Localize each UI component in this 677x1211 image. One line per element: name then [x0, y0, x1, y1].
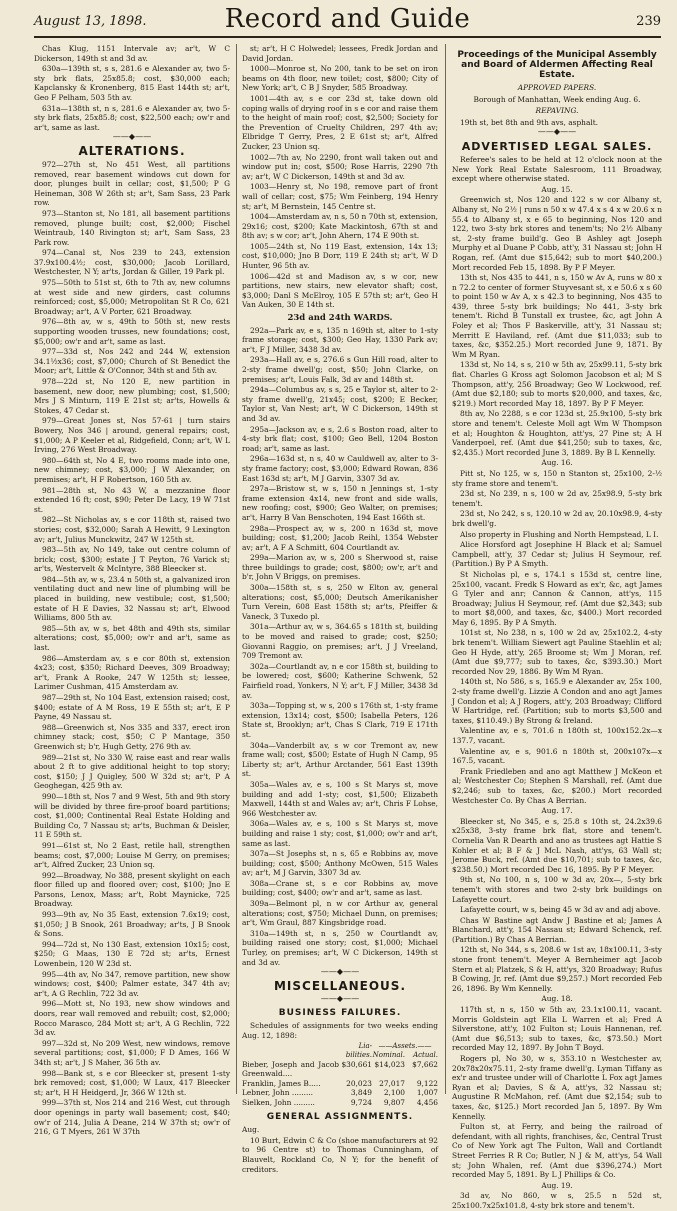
- ward-entry: 307a—St Josephs st, n s, 65 e Robbins av, move building; cost, $500; Anthony McOwen, 515 Wales av; ar't, M J Garvin, 3307 3d av.: [242, 849, 438, 878]
- header-rule: [34, 36, 661, 38]
- failure-name: Sielken, John .........: [242, 1097, 315, 1107]
- legal-sale-entry: 117th st, n s, 150 w 5th av, 23.1x100.11, vacant. Morris Goldstein agt Ella L Warren et al; Fred A Silverstone, att'y, 102 Fulton st; Louis Hannenan, ref. (Amt due $6,513; sub to taxes, &c, $73.50.) Mort recorded May 12, 1897. By John T Boyd.: [452, 1005, 662, 1053]
- failure-amount: 9,724: [350, 1097, 372, 1107]
- alteration-entry: 976—8th av, w s, 49th to 50th st, new rests supporting wooden trusses, new foundations; cost, $5,000; ow'r and ar't, same as last.: [34, 317, 230, 346]
- alteration-entry: 1004—Amsterdam av, n s, 50 n 70th st, extension, 29x16; cost, $200; Kate Mackintosh, 67th st and 8th av; s w cor; ar't, John Ahern, 174 E 90th st.: [242, 212, 438, 241]
- alteration-entry: 992—Broadway, No 388, present skylight on each floor filled up and floored over; cost, $100; Jno E Parsons, Lenox, Mass; ar't, Robt Maynicke, 725 Broadway.: [34, 870, 230, 909]
- alteration-entry: 977—33d st, Nos 242 and 244 W, extension 34.1½x36; cost, $7,000; Church of St Benedict the Moor; ar't, Little & O'Connor, 34th st and 5th av.: [34, 347, 230, 376]
- ward-entry: 305a—Wales av, e s, 100 s St Marys st, move building and add 1-sty; cost, $1,500; Elizabeth Maxwell, 144th st and Wales av; ar't, Chris F Lohse, 966 Westchester av.: [242, 779, 438, 818]
- assignments-date: Aug.: [242, 1125, 260, 1135]
- failure-amount: 20,023: [346, 1078, 372, 1088]
- section-divider: ——◆——: [112, 132, 152, 142]
- alteration-entry: 978—22d st, No 120 E, new partition in basement, new door, new plumbing; cost, $1,500; Mrs J S Minturn, 119 E 21st st; ar'ts, Howells & Stokes, 47 Cedar st.: [34, 377, 230, 415]
- legal-sale-entry: 8th av, No 2288, s e cor 123d st, 25.9x100, 5-sty brk store and tenem't. Celeste Moll agt Wm W Thompson et al; Houghton & Houghton, att'ys, 27 Pine st; A H Vanderpoel, ref. (Amt due $41,250; sub to taxes, &c, $2,435.) Mort recorded June 3, 1889. By B L Kennelly.: [452, 409, 662, 457]
- column-2: [242, 44, 438, 1174]
- alteration-entry: 988—Greenwich st, Nos 335 and 337, erect iron chimney stack; cost, $50; C P Mantage, 350 Greenwich st; b'r, Hugh Getty, 276 9th av.: [34, 722, 230, 751]
- alteration-entry: 993—9th av, No 35 East, extension 7.6x19; cost, $1,050; J B Snook, 261 Broadway; ar'ts, J B Snook & Sons.: [34, 910, 230, 939]
- intro-paragraphs: [34, 44, 230, 132]
- repaving-text: 19th st, bet 8th and 9th avs, asphalt.: [460, 117, 599, 127]
- ward-entry: 297a—Bristow st, w s, 150 n Jennings st, 1-sty frame extension 4x14, new front and side walls, new roofing; cost, $900; Geo Walter, on premises; ar't, Harry B Van Benschoten, 194 East 166th st.: [242, 484, 438, 522]
- failure-amount: $30,661: [341, 1059, 372, 1069]
- alteration-entry: 997—32d st, No 209 West, new windows, remove several partitions; cost, $1,000; F D Ames, 166 W 34th st; ar't, J S Maher, 36 5th av.: [34, 1038, 230, 1067]
- building-entry: Chas Klug, 1151 Intervale av; ar't, W C Dickerson, 149th st and 3d av.: [34, 44, 230, 63]
- alteration-entry: 990—18th st, Nos 7 and 9 West, 5th and 9th story will be divided by three fire-proof board partitions; cost, $1,000; Continental Real Estate Holding and Building Co, 7 Nassau st; ar'ts, Buchman & Deisler, 11 E 59th st.: [34, 791, 230, 840]
- business-failures-intro: Schedules of assignments for two weeks ending Aug. 12, 1898:: [242, 1021, 438, 1040]
- failures-header: Lia- ——Assets.——: [358, 1041, 432, 1050]
- ward-entry: 292a—Park av, e s, 135 n 169th st, alter to 1-sty frame storage; cost, $300; Geo Hay, 1330 Park av; ar't, F J Miller, 3438 3d av.: [242, 325, 438, 354]
- alteration-entry: 980—64th st, No 4 E, two rooms made into one, new chimney; cost, $3,000; J W Alexander, on premises; ar't, H F Robertson, 160 5th av.: [34, 455, 230, 484]
- column-divider: [445, 44, 446, 1094]
- failure-row: [242, 1079, 438, 1089]
- ward-entry: 304a—Vanderbilt av, s w cor Tremont av, new frame wall; cost, $500; Estate of Hugh N Camp, 95 Liberty st; ar't, Arthur Arctander, 561 East 139th st.: [242, 740, 438, 779]
- legal-sale-entry: Valentine av, e s, 901.6 n 180th st, 200x107x—x 167.5, vacant.: [452, 746, 662, 766]
- legal-sale-entry: Pitt st, No 125, w s, 150 n Stanton st, 25x100, 2-½ sty frame store and tenem't.: [452, 468, 662, 488]
- header-date: August 13, 1898.: [34, 14, 147, 29]
- date-heading: Aug. 17.: [541, 806, 573, 816]
- ward-entry: 296a—163d st, n s, 40 w Cauldwell av, alter to 3-sty frame factory; cost, $3,000; Edward Rowan, 836 East 163d st; ar't, M J Garvin, 3307 3d av.: [242, 454, 438, 483]
- legal-sale-entry: 13th st, Nos 435 to 441, n s, 150 w Av A, runs w 80 x n 72.2 to center of former Stuyvesant st, x e 50.6 x s 60 to point 150 w Av A, x s 42.3 to beginning, Nos 435 to 439, three 5-sty brk buildings; No 441, 3-sty brk tenem't. Richd B Tunstall ex trustee, &c, agt John A Foley et al; Thos F Baskerville, att'y, 31 Nassau st; Merritt E Haviland, ref. (Amt due $11,033; sub to taxes, &c, $352.25.) Mort recorded June 9, 1871. By Wm M Ryan.: [452, 273, 662, 359]
- alteration-entry: 982—St Nicholas av, s e cor 118th st, raised two stories; cost, $32,000; Sarah A Hewitt, 9 Lexington av; ar't, Julius Munckwitz, 247 W 125th st.: [34, 515, 230, 544]
- failure-row: [242, 1098, 438, 1108]
- business-failures-heading: BUSINESS FAILURES.: [278, 1007, 402, 1018]
- failure-name: Lebner, John .........: [242, 1088, 313, 1098]
- alteration-entry: 972—27th st, No 451 West, all partitions removed, rear basement windows cut down for door, plunges built in cellar; cost, $1,500; P G Heineman, 308 W 26th st; ar't, Sam Sass, 23 Park row.: [34, 159, 230, 208]
- legal-sale-entry: Chas W Bastine agt Andw J Bastine et al; James A Blanchard, att'y, 154 Nassau st; Edward Schenck, ref. (Partition.) By Chas A Berrian.: [452, 915, 662, 944]
- alteration-entry: 984—5th av, w s, 23.4 n 50th st, a galvanized iron ventilating duct and new line of plumbing will be placed in building, new vestibule; cost, $1,500; estate of H E Davies, 32 Nassau st; ar't, Elwood Williams, 800 5th av.: [34, 574, 230, 623]
- legal-sale-entry: Also property in Flushing and North Hempstead, L I.: [460, 529, 659, 539]
- ward-entry: 309a—Belmont pl, n w cor Arthur av, general alterations; cost, $750; Michael Dunn, on premises; ar't, Wm Graul, 887 Kingsbridge road.: [242, 899, 438, 928]
- date-heading: Aug. 15.: [541, 184, 573, 194]
- wards-heading: 23d and 24th WARDS.: [287, 313, 393, 324]
- failure-name: Franklin, James B.....: [242, 1078, 321, 1088]
- alteration-entry: 986—Amsterdam av, s e cor 80th st, extension 4x23; cost, $350; Richard Deeves, 309 Broadway; ar't, Frank A Rooke, 247 W 125th st; lessee, Larimer Cushman, 415 Amsterdam av.: [34, 653, 230, 692]
- failure-amount: 1,007: [416, 1088, 438, 1098]
- page-number: 239: [636, 14, 661, 29]
- legal-sales-heading: ADVERTISED LEGAL SALES.: [461, 140, 653, 154]
- section-divider: ——◆——: [320, 993, 360, 1003]
- alteration-entry: 991—61st st, No 2 East, retile hall, strengthen beams; cost, $7,000; Louise M Gerry, on premises; ar't, Alfred Zucker, 23 Union sq.: [34, 840, 230, 870]
- date-heading: Aug. 18.: [541, 994, 573, 1004]
- alteration-entry: 974—Canal st, Nos 239 to 243, extension 37.9x100.4½; cost, $30,000; Jacob Lorillard, Westchester, N Y; ar'ts, Jordan & Giller, 19 Park pl.: [34, 248, 230, 277]
- general-assignments-heading: GENERAL ASSIGNMENTS.: [266, 1111, 414, 1122]
- legal-sale-entry: Bleecker st, No 345, e s, 25.8 s 10th st, 24.2x39.6 x25x38, 3-sty frame brk flat, store and tenem't. Cornelia Van R Dearth and ano as trustees agt Hattie S Kohler et al; B F & J McL Nash, att'ys, 63 Wall st; Jerome Buck, ref. (Amt due $10,701; sub to taxes, &c, $238.50.) Mort recorded Dec 16, 1895. By P F Meyer.: [452, 816, 662, 874]
- date-heading: Aug. 16.: [541, 458, 573, 468]
- legal-sale-entry: 140th st, No 586, s s, 165.9 e Alexander av, 25x 100, 2-sty frame dwell'g. Lizzie A Condon and ano agt James J Condon et al; A J Rogers, att'y, 203 Broadway; Clifford W Hartridge, ref. (Partition; sub to morts $3,500 and taxes, $110.49.) By Strong & Ireland.: [452, 677, 662, 725]
- alterations-continued: [242, 44, 438, 310]
- legal-sale-entry: Greenwich st, Nos 120 and 122 s w cor Albany st, Albany st, No 2½ | runs n 50 x w 47.4 x s 4 x w 20.6 x n 55.4 to Albany st, x e 65 to beginning, Nos 120 and 122, two 3-sty brk stores and tenem'ts; No 2½ Albany st, 2-sty frame build'g. Geo B Ashley agt Joseph Murphy et al Duane P Cobb, att'y, 31 Nassau st; John H Rogan, ref. (Amt due $15,642; sub to mort $40,200.) Mort recorded Feb 15, 1898. By P F Meyer.: [452, 195, 662, 272]
- column-3: [452, 44, 662, 1210]
- date-heading: Aug. 19.: [541, 1180, 573, 1190]
- alteration-entry: 1005—24th st, No 119 East, extension, 14x 13; cost, $10,000; Jno B Dorr, 119 E 24th st; ar't, W D Hunter, 96 5th av.: [242, 241, 438, 271]
- alteration-entry: 994—72d st, No 130 East, extension 10x15; cost, $250; G Maas, 130 E 72d st; ar'ts, Ernest Lowenbein, 120 W 23d st.: [34, 939, 230, 969]
- legal-sale-entry: 23d st, No 242, s s, 120.10 w 2d av, 20.10x98.9, 4-sty brk dwell'g.: [452, 509, 662, 528]
- section-divider: ——◆——: [537, 127, 577, 137]
- alteration-entry: st; ar't, H C Holwedel; lessees, Fredk Jordan and David Jordan.: [242, 44, 438, 63]
- sales-aug-17: [452, 817, 662, 994]
- failures-subheader: bilities. Nominal. Actual.: [345, 1050, 438, 1059]
- alteration-entry: 985—5th av, w s, bet 48th and 49th sts, similar alterations; cost, $5,000; ow'r and ar't, same as last.: [34, 623, 230, 653]
- failure-name: Bieber, Joseph and Jacob Greenwald....: [242, 1059, 339, 1079]
- alteration-entry: 1000—Monroe st, No 200, tank to be set on iron beams on 4th floor, new toilet; cost, $800; City of New York; ar't, C B J Snyder, 585 Broadway.: [242, 64, 438, 93]
- alteration-entry: 999—37th st, Nos 214 and 216 West, cut through door openings in party wall basement; cost, $40; ow'r of 214, Julia A Deane, 214 W 37th st; ow'r of 216, G T Myers, 261 W 37th: [34, 1098, 230, 1137]
- ward-entry: 295a—Jackson av, e s, 2.6 s Boston road, alter to 4-sty brk flat; cost, $100; Geo Bell, 1204 Boston road; ar't, same as last.: [242, 424, 438, 453]
- legal-sale-entry: St Nicholas pl, e s, 174.1 s 153d st, centre line, 25x100, vacant. Fredk S Howard as ex'r, &c, agt James G Tyler and anr; Cannon & Cannon, att'ys, 115 Broadway; Julius H Seymour, ref. (Amt due $2,343; sub to mort $8,000, and taxes, &c, $400.) Mort recorded May 6, 1895. By P A Smyth.: [452, 569, 662, 627]
- legal-sale-entry: Rogers pl, No 30, w s, 353.10 n Westchester av, 20x78x20x75.11, 2-sty frame dwell'g. Lyman Tiffany as ex'r and trustee under will of Charlotte L Fox agt James Ryan et al; Davies, S & A, att'ys, 32 Nassau st; Augustine R McMahon, ref. (Amt due $2,154; sub to taxes, &c, $125.) Mort recorded Jan 5, 1897. By Wm Kennelly.: [452, 1054, 662, 1121]
- alteration-entry: 1003—Henry st, No 198, remove part of front wall of cellar; cost, $75; Wm Feinberg, 194 Henry st; ar't, M Bernstein, 145 Centre st.: [242, 182, 438, 211]
- approved-papers-label: APPROVED PAPERS.: [517, 83, 597, 92]
- failure-amount: 2,100: [383, 1088, 405, 1098]
- legal-sale-entry: 12th st, No 344, s s, 208.6 w 1st av, 18x100.11, 3-sty stone front tenem't. Meyer A Bernheimer agt Jacob Stern et al; Platzek, S & H, att'ys, 320 Broadway; Rufus B Cowing, Jr, ref. (Amt due $9,257.) Mort recorded Feb 26, 1896. By Wm Kennelly.: [452, 945, 662, 993]
- column-divider: [236, 44, 237, 1094]
- legal-sale-entry: 9th st, No 100, n s, 100 w 3d av, 20x—, 5-sty brk tenem't with stores and two 2-sty brk buildings on Lafayette court.: [452, 875, 662, 904]
- failure-amount: 27,017: [379, 1078, 405, 1088]
- alteration-entry: 979—Great Jones st, Nos 57-61 | turn stairs Bowery, Nos 346 | around, general repairs; cost, $1,000; A P Keeler et al, Ridgefield, Conn; ar't, W L Irving, 276 West Broadway.: [34, 416, 230, 455]
- miscellaneous-heading: MISCELLANEOUS.: [273, 979, 407, 994]
- alteration-entry: 973—Stanton st, No 181, all basement partitions removed, plunge built; cost, $2,000; Fischel Weintraub, 140 Rivington st; ar't, Sam Sass, 23 Park row.: [34, 208, 230, 247]
- failure-amount: 3,849: [350, 1088, 372, 1098]
- ward-entry: 308a—Crane st, s e cor Robbins av, move building; cost, $400; ow'r and ar't, same as last.: [242, 878, 438, 898]
- ward-entry: 302a—Courtlandt av, n e cor 158th st, building to be lowered; cost, $600; Katherine Schwenk, 52 Fairfield road, Yonkers, N Y; ar't, F J Miller, 3438 3d av.: [242, 661, 438, 700]
- legal-sale-entry: 3d av, No 860, w s, 25.5 n 52d st, 25x100.7x25x101.8, 4-sty brk store and tenem't.: [452, 1191, 662, 1210]
- failure-row: [242, 1088, 438, 1098]
- alteration-entry: 987—29th st, No 104 East, extension raised; cost, $400; estate of A M Ross, 19 E 55th st; ar't, E P Payne, 49 Nassau st.: [34, 693, 230, 722]
- ward-entry: 303a—Topping st, w s, 200 s 176th st, 1-sty frame extension, 13x14; cost, $500; Isabella Peters, 126 State st, Brooklyn; ar't, Chas S Clark, 719 E 171th st.: [242, 701, 438, 739]
- legal-sale-entry: Valentine av, e s, 701.6 n 180th st, 100x152.2x—x 137.7, vacant.: [452, 726, 662, 745]
- failure-amount: 9,122: [416, 1078, 438, 1088]
- building-entry: 630a—139th st, s s, 281.6 e Alexander av, two 5-sty brk flats, 25x85.8; cost, $30,000 each; Kapclansky & Kronenberg, 815 East 144th st; ar't, Geo F Pelham, 503 5th av.: [34, 64, 230, 102]
- alteration-entry: 995—4th av, No 347, remove partition, new show windows; cost, $400; Palmer estate, 347 4th av; ar't, A G Rechlin, 722 3d av.: [34, 969, 230, 998]
- failures-table: [242, 1060, 438, 1108]
- section-divider: ——◆——: [320, 967, 360, 977]
- ward-entry: 310a—149th st, n s, 250 w Courtlandt av, building raised one story; cost, $1,000; Michael Turley, on premises; ar't, W C Dickerson, 149th st and 3d av.: [242, 928, 438, 967]
- sales-aug-18: [452, 1005, 662, 1180]
- assignment-entry: 10 Burt, Edwin C & Co (shoe manufacturers at 92 to 96 Centre st) to Thomas Cunningham, of Blauvelt, Rockland Co, N Y; for the benefit of creditors.: [242, 1135, 438, 1174]
- ward-entry: 301a—Arthur av, w s, 364.65 s 181th st, building to be moved and raised to grade; cost, $250; Giovanni Raggio, on premises; ar't, J J Vreeland, 709 Tremont av.: [242, 622, 438, 661]
- column-1: [34, 44, 230, 1137]
- legal-sales-intro: Referee's sales to be held at 12 o'clock noon at the New York Real Estate Salesroom, 111 Broadway, except where otherwise stated.: [452, 154, 662, 184]
- ward-entry: 298a—Prospect av, w s, 200 n 163d st, move building; cost, $1,200; Jacob Reihl, 1354 Webster av; ar't, A F A Schmitt, 604 Courtlandt av.: [242, 523, 438, 552]
- alteration-entry: 1001—4th av, s e cor 23d st, take down old coping walls of drying roof in s e cor and raise them to the height of main roof; cost, $2,500; Society for the Prevention of Cruelty Children, 297 4th av; Elbridge T Gerry, Pres, 2 E 61st st; ar't, Alfred Zucker, 23 Union sq.: [242, 93, 438, 151]
- alteration-entry: 996—Mott st, No 193, new show windows and doors, rear wall removed and rebuilt; cost, $2,000; Rocco Marasco, 284 Mott st; ar't, A G Rechlin, 722 3d av.: [34, 999, 230, 1038]
- ward-entry: 299a—Marion av, w s, 200 s Sherwood st, raise three buildings to grade; cost, $800; ow'r, ar't and b'r, John V Briggs, on premises.: [242, 553, 438, 582]
- borough-line: Borough of Manhattan, Week ending Aug. 6.: [473, 94, 641, 104]
- alteration-entry: 975—50th to 51st st, 6th to 7th av, new columns at west side and new girders, cast columns reinforced; cost, $5,000; Metropolitan St R Co, 621 Broadway; ar't, A V Porter, 621 Broadway.: [34, 278, 230, 316]
- sales-aug-15: [452, 195, 662, 457]
- ward-entry: 294a—Columbus av, s s, 25 e Taylor st, alter to 2-sty frame dwell'g, 21x45; cost, $200; E Becker, Taylor st, Van Nest; ar't, W C Dickerson, 149th st and 3d av.: [242, 385, 438, 423]
- legal-sale-entry: 133d st, No 14, s s, 210 w 5th av, 25x99.11, 5-sty brk flat. Charles G Kross agt Solomon Jacobson et al; M S Thompson, att'y, 256 Broadway; Geo W Lockwood, ref. (Amt due $2,180; sub to morts $20,000, and taxes, &c, $219.) Mort recorded May 18, 1897. By P F Meyer.: [452, 360, 662, 408]
- failure-row: [242, 1060, 438, 1079]
- page-header: [34, 6, 661, 36]
- header-title: Record and Guide: [224, 4, 471, 34]
- alterations-heading: ALTERATIONS.: [78, 144, 186, 159]
- alteration-entry: 989—21st st, No 330 W, raise east and rear walls about 2 ft to give additional height to top story; cost, $150; J J Quigley, 500 W 32d st; ar't, P A Geoghegan, 425 9th av.: [34, 752, 230, 791]
- legal-sale-entry: Fulton st, at Ferry, and being the railroad of defendant, with all rights, franchises, &c, Central Trust Co of New York agt The Fulton, Wall and Cortlandt Street Ferries R R Co; Butler, N J & M, att'ys, 54 Wall st; John Whalen, ref. (Amt due $396,274.) Mort recorded May 5, 1891. By L J Phillips & Co.: [452, 1122, 662, 1180]
- sales-aug-16: [452, 469, 662, 805]
- failure-amount: $14,023: [374, 1059, 405, 1069]
- alteration-entry: 983—5th av, No 149, take out centre column of brick; cost, $300; estate J T Peyton, 76 Varick st; ar'ts, Westervelt & McIntyre, 388 Bleecker st.: [34, 545, 230, 574]
- failure-amount: 9,807: [383, 1097, 405, 1107]
- legal-sale-entry: 23d st, No 239, n s, 100 w 2d av, 25x98.9, 5-sty brk tenem't.: [452, 489, 662, 508]
- legal-sale-entry: 101st st, No 238, n s, 100 w 2d av, 25x102.2, 4-sty brk tenem't. William Siewert agt Pauline Staehlin et al; Geo H Hyde, att'y, 265 Broome st; Wm J Moran, ref. (Amt due $9,777; sub to taxes, &c, $393.30.) Mort recorded Nov 29, 1886. By Wm M Ryan.: [452, 628, 662, 676]
- alterations-list: [34, 160, 230, 1137]
- alteration-entry: 981—28th st, No 43 W, a mezzanine floor extended 16 ft; cost, $90; Peter De Lacy, 19 W 71st st.: [34, 485, 230, 514]
- legal-sale-entry: Frank Friedleben and ano agt Matthew J McKeon et al; Westchester Co; Stephen S Marshall, ref. (Amt due $2,246; sub to taxes, &c, $200.) Mort recorded Westchester Co. By Chas A Berrian.: [452, 766, 662, 805]
- wards-list: [242, 326, 438, 968]
- failure-amount: 4,456: [416, 1097, 438, 1107]
- repaving-label: REPAVING.: [535, 106, 579, 116]
- ward-entry: 306a—Wales av, e s, 100 s St Marys st, move building and raise 1 sty; cost, $1,000; ow'r and ar't, same as last.: [242, 819, 438, 848]
- alteration-entry: 1006—42d st and Madison av, s w cor, new partitions, new stairs, new elevator shaft; cost, $3,000; Danl S McElroy, 105 E 57th st; ar't, Geo H Van Auken, 30 E 14th st.: [242, 271, 438, 310]
- alteration-entry: 998—Bank st, s e cor Bleecker st, present 1-sty brk removed; cost, $1,000; W Laux, 417 Bleecker st; ar't, H H Heidgerd, Jr, 366 W 12th st.: [34, 1068, 230, 1097]
- building-entry: 631a—138th st, n s, 281.6 e Alexander av, two 5-sty brk flats, 25x85.8; cost, $22,500 each; ow'r and ar't, same as last.: [34, 103, 230, 132]
- ward-entry: 293a—Hall av, e s, 276.6 s Gun Hill road, alter to 2-sty frame dwell'g; cost, $50; John Clarke, on premises; ar't, Louis Falk, 3d av and 148th st.: [242, 355, 438, 384]
- legal-sale-entry: Lafayette court, w s, being 45 w 3d av and adj above.: [460, 905, 661, 915]
- sales-aug-19: [452, 1191, 662, 1210]
- alteration-entry: 1002—7th av, No 2290, front wall taken out and window put in; cost, $500; Rose Harris, 2290 7th av; ar't, W C Dickerson, 149th st and 3d av.: [242, 152, 438, 181]
- ward-entry: 300a—158th st, s s, 250 w Elton av, general alterations; cost, $5,000; Deutsch Amerikanisher Turn Verein, 608 East 158th st; ar'ts, Pfeiffer & Vaneck, 3 Tuxedo pl.: [242, 583, 438, 621]
- failure-amount: $7,662: [412, 1059, 438, 1069]
- proceedings-heading: Proceedings of the Municipal Assembly and Board of Aldermen Affecting Real Estate.: [457, 50, 657, 80]
- legal-sale-entry: Alice Horsford agt Josephine H Black et al; Samuel Campbell, att'y, 37 Cedar st; Julius H Seymour, ref. (Partition.) By P A Smyth.: [452, 540, 662, 569]
